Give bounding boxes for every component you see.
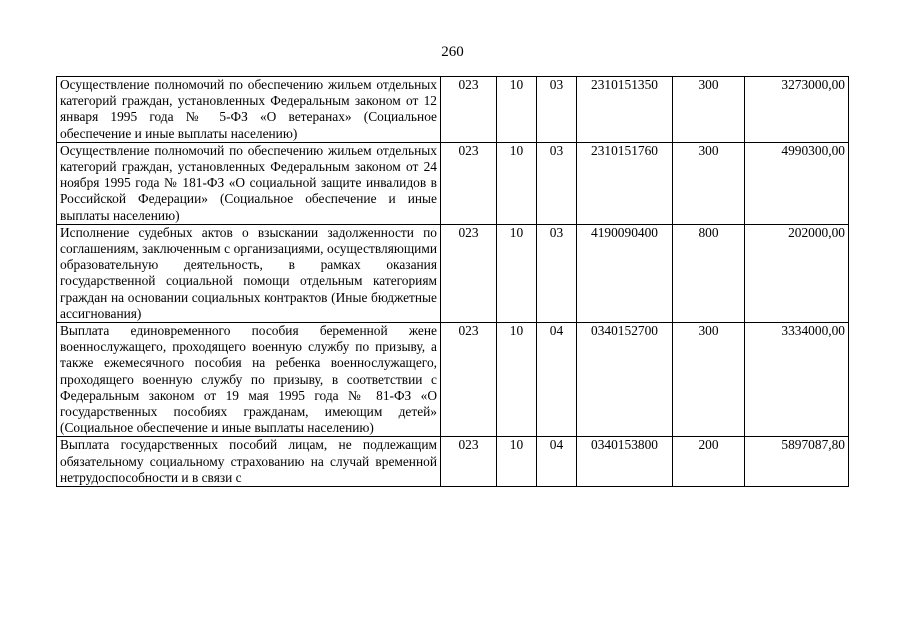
amount: 3273000,00 bbox=[745, 77, 849, 143]
ministry-code: 023 bbox=[441, 437, 497, 487]
ministry-code: 023 bbox=[441, 142, 497, 224]
row-description: Исполнение судебных актов о взыскании задолженности по соглашениям, заключенным с организациями, осуществляющими образовательную деятельность, в рамках оказания государственной социальной помощи отдельным категориям граждан на основании социальных контрактов (Иные бюджетные ассигнования) bbox=[57, 224, 441, 322]
row-description: Выплата единовременного пособия беременной жене военнослужащего, проходящего военную службу по призыву, а также ежемесячного пособия на ребенка военнослужащего, проходящего военную службу по призыву, в соответствии с Федеральным законом от 19 мая 1995 года № 81-ФЗ «О государственных пособиях гражданам, имеющим детей» (Социальное обеспечение и иные выплаты населению) bbox=[57, 323, 441, 437]
target-article-code: 4190090400 bbox=[577, 224, 673, 322]
section-code: 10 bbox=[497, 224, 537, 322]
expense-type-code: 300 bbox=[673, 142, 745, 224]
subsection-code: 03 bbox=[537, 142, 577, 224]
section-code: 10 bbox=[497, 323, 537, 437]
target-article-code: 2310151350 bbox=[577, 77, 673, 143]
section-code: 10 bbox=[497, 77, 537, 143]
ministry-code: 023 bbox=[441, 77, 497, 143]
table-row bbox=[57, 323, 849, 437]
target-article-code: 2310151760 bbox=[577, 142, 673, 224]
amount: 3334000,00 bbox=[745, 323, 849, 437]
subsection-code: 04 bbox=[537, 323, 577, 437]
amount: 5897087,80 bbox=[745, 437, 849, 487]
table-row bbox=[57, 224, 849, 322]
row-description: Выплата государственных пособий лицам, не подлежащим обязательному социальному страхованию на случай временной нетрудоспособности и в связи с bbox=[57, 437, 441, 487]
table-row bbox=[57, 437, 849, 487]
section-code: 10 bbox=[497, 142, 537, 224]
table-row bbox=[57, 142, 849, 224]
budget-table bbox=[56, 76, 849, 487]
ministry-code: 023 bbox=[441, 224, 497, 322]
table-row bbox=[57, 77, 849, 143]
row-description: Осуществление полномочий по обеспечению жильем отдельных категорий граждан, установленных Федеральным законом от 12 января 1995 года № 5-ФЗ «О ветеранах» (Социальное обеспечение и иные выплаты населению) bbox=[57, 77, 441, 143]
amount: 4990300,00 bbox=[745, 142, 849, 224]
target-article-code: 0340152700 bbox=[577, 323, 673, 437]
target-article-code: 0340153800 bbox=[577, 437, 673, 487]
expense-type-code: 800 bbox=[673, 224, 745, 322]
subsection-code: 04 bbox=[537, 437, 577, 487]
expense-type-code: 300 bbox=[673, 323, 745, 437]
amount: 202000,00 bbox=[745, 224, 849, 322]
subsection-code: 03 bbox=[537, 77, 577, 143]
section-code: 10 bbox=[497, 437, 537, 487]
row-description: Осуществление полномочий по обеспечению жильем отдельных категорий граждан, установленных Федеральным законом от 24 ноября 1995 года № 181-ФЗ «О социальной защите инвалидов в Российской Федерации» (Социальное обеспечение и иные выплаты населению) bbox=[57, 142, 441, 224]
subsection-code: 03 bbox=[537, 224, 577, 322]
ministry-code: 023 bbox=[441, 323, 497, 437]
page-number: 260 bbox=[441, 44, 464, 60]
expense-type-code: 200 bbox=[673, 437, 745, 487]
expense-type-code: 300 bbox=[673, 77, 745, 143]
